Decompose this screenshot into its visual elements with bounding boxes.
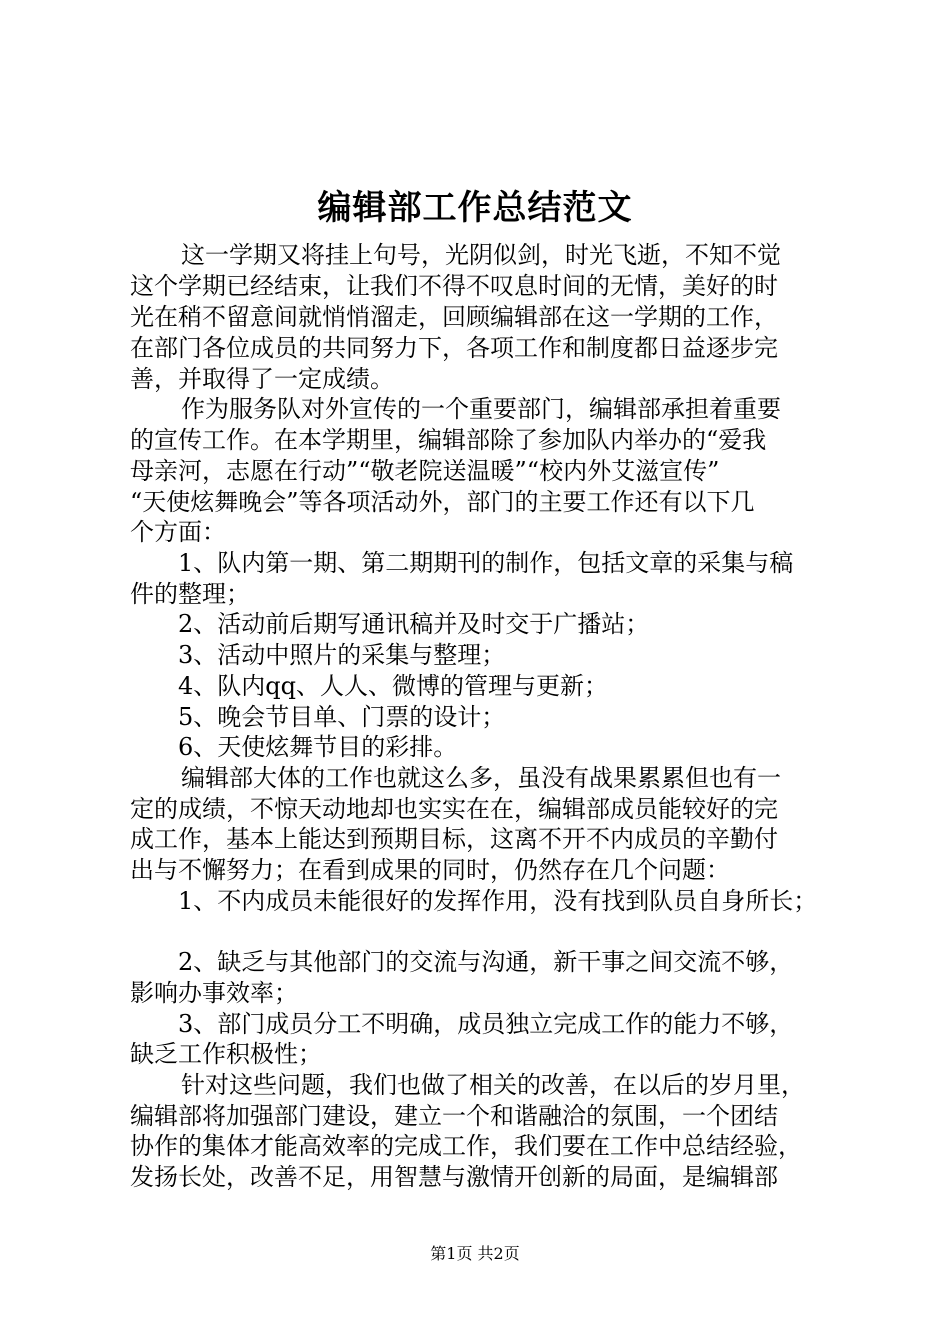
list-item: 1、不内成员未能很好的发挥作用，没有找到队员自身所长； xyxy=(178,887,818,915)
body-line: 出与不懈努力；在看到成果的同时，仍然存在几个问题： xyxy=(130,856,730,884)
body-line: 这个学期已经结束，让我们不得不叹息时间的无情，美好的时 xyxy=(130,272,778,300)
body-line: 善，并取得了一定成绩。 xyxy=(130,365,394,393)
body-line: 作为服务队对外宣传的一个重要部门，编辑部承担着重要 xyxy=(181,395,781,423)
list-item: 6、天使炫舞节目的彩排。 xyxy=(178,733,458,761)
list-item-continuation: 件的整理； xyxy=(130,580,250,608)
body-line: 成工作，基本上能达到预期目标，这离不开不内成员的辛勤付 xyxy=(130,825,778,853)
list-item: 3、活动中照片的采集与整理； xyxy=(178,641,506,669)
body-line: 个方面： xyxy=(130,518,226,546)
body-line: 编辑部大体的工作也就这么多，虽没有战果累累但也有一 xyxy=(181,764,781,792)
list-item: 4、队内qq、人人、微博的管理与更新； xyxy=(178,672,608,700)
document-title: 编辑部工作总结范文 xyxy=(317,188,633,228)
body-line: 的宣传工作。在本学期里，编辑部除了参加队内举办的“爱我 xyxy=(130,426,767,454)
body-line: 协作的集体才能高效率的完成工作，我们要在工作中总结经验， xyxy=(130,1132,802,1160)
body-line: 定的成绩，不惊天动地却也实实在在，编辑部成员能较好的完 xyxy=(130,795,778,823)
page-footer: 第1页 共2页 xyxy=(430,1244,520,1263)
list-item-continuation: 缺乏工作积极性； xyxy=(130,1040,322,1068)
list-item: 1、队内第一期、第二期期刊的制作，包括文章的采集与稿 xyxy=(178,549,794,577)
body-line: 光在稍不留意间就悄悄溜走，回顾编辑部在这一学期的工作， xyxy=(130,303,778,331)
body-line: 发扬长处，改善不足，用智慧与激情开创新的局面，是编辑部 xyxy=(130,1163,778,1191)
list-item: 3、部门成员分工不明确，成员独立完成工作的能力不够， xyxy=(178,1010,794,1038)
list-item: 5、晚会节目单、门票的设计； xyxy=(178,703,506,731)
body-line: “天使炫舞晚会”等各项活动外，部门的主要工作还有以下几 xyxy=(130,488,755,516)
list-item: 2、活动前后期写通讯稿并及时交于广播站； xyxy=(178,610,650,638)
list-item-continuation: 影响办事效率； xyxy=(130,979,298,1007)
body-line: 针对这些问题，我们也做了相关的改善，在以后的岁月里， xyxy=(181,1071,805,1099)
body-line: 母亲河，志愿在行动”“敬老院送温暖”“校内外艾滋宣传” xyxy=(130,457,720,485)
body-line: 这一学期又将挂上句号，光阴似剑，时光飞逝，不知不觉 xyxy=(181,241,781,269)
list-item: 2、缺乏与其他部门的交流与沟通，新干事之间交流不够， xyxy=(178,948,794,976)
body-line: 编辑部将加强部门建设，建立一个和谐融洽的氛围，一个团结 xyxy=(130,1102,778,1130)
body-line: 在部门各位成员的共同努力下，各项工作和制度都日益逐步完 xyxy=(130,334,778,362)
